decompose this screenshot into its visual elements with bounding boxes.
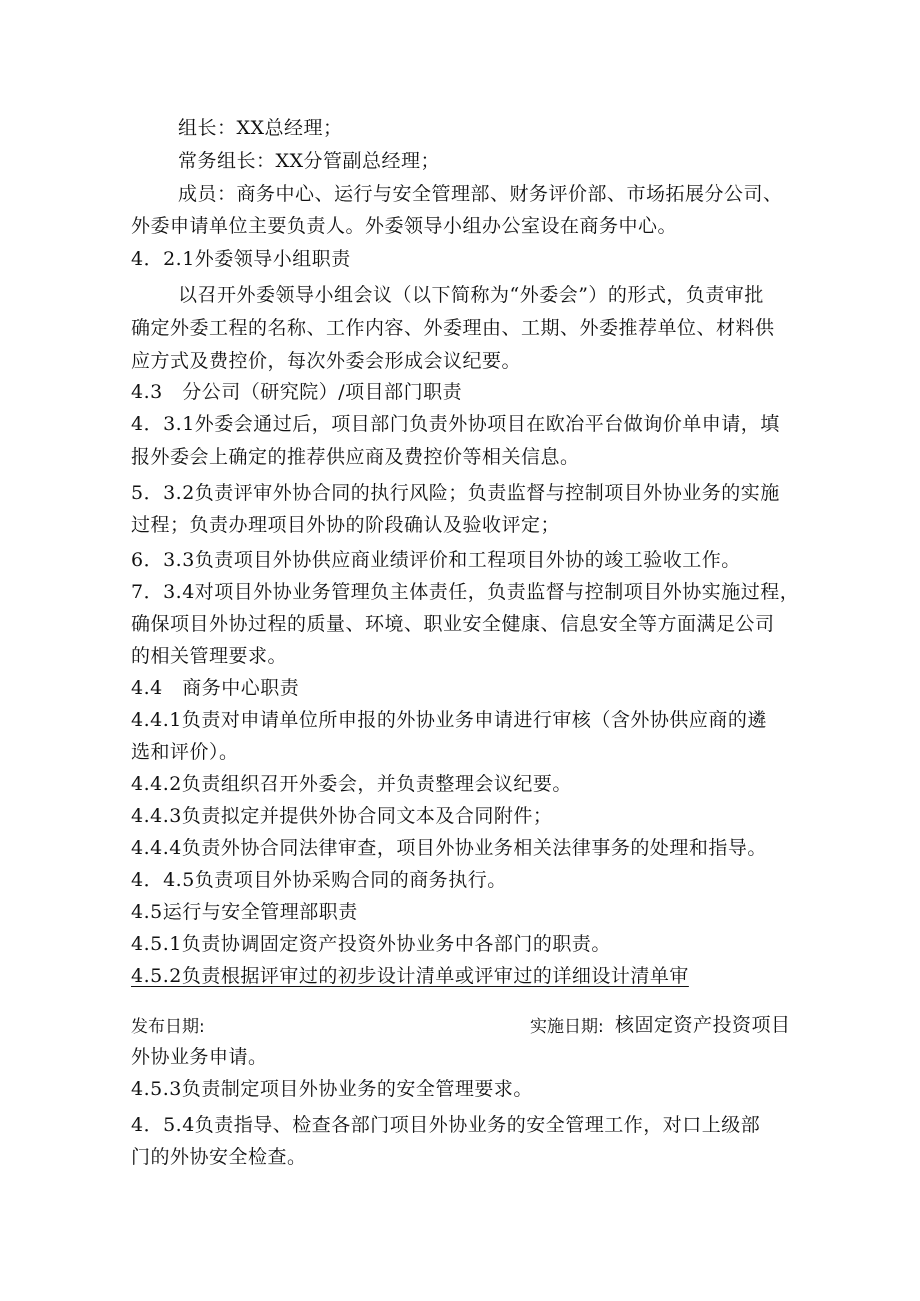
section-heading: 4.5运行与安全管理部职责 (131, 901, 358, 923)
text-line: 应方式及费控价，每次外委会形成会议纪要。 (131, 350, 522, 372)
text-line: 确保项目外协过程的质量、环境、职业安全健康、信息安全等方面满足公司 (131, 613, 775, 635)
text-line: 6．3.3负责项目外协供应商业绩评价和工程项目外协的竣工验收工作。 (131, 549, 741, 571)
text-line: 4.4.3负责拟定并提供外协合同文本及合同附件； (131, 805, 553, 827)
text-line: 4.4.2负责组织召开外委会，并负责整理会议纪要。 (131, 773, 572, 795)
text-line: 过程；负责办理项目外协的阶段确认及验收评定； (131, 514, 561, 536)
section-heading: 4.4 商务中心职责 (131, 677, 300, 699)
publish-date-label: 发布日期: (131, 1017, 205, 1037)
text-line: 确定外委工程的名称、工作内容、外委理由、工期、外委推荐单位、材料供 (131, 317, 775, 339)
text-line: 4．4.5负责项目外协采购合同的商务执行。 (131, 869, 507, 891)
text-line: 4．3.1外委会通过后，项目部门负责外协项目在欧冶平台做询价单申请，填 (131, 413, 780, 435)
text-line-underlined: 4.5.2负责根据评审过的初步设计清单或评审过的详细设计清单审 (131, 965, 689, 987)
text-line: 7．3.4对项目外协业务管理负主体责任，负责监督与控制项目外协实施过程， (131, 581, 800, 603)
text-line: 的相关管理要求。 (131, 645, 288, 667)
section-heading: 4.3 分公司（研究院）/项目部门职责 (131, 381, 463, 403)
text-line: 以召开外委领导小组会议（以下简称为“外委会”）的形式，负责审批 (178, 284, 764, 306)
text-line: 4.4.4负责外协合同法律审查，项目外协业务相关法律事务的处理和指导。 (131, 837, 767, 859)
text-line: 外委申请单位主要负责人。外委领导小组办公室设在商务中心。 (131, 215, 678, 237)
text-line: 报外委会上确定的推荐供应商及费控价等相关信息。 (131, 446, 580, 468)
text-line: 常务组长：XX分管副总经理； (178, 150, 441, 172)
text-line: 4.5.3负责制定项目外协业务的安全管理要求。 (131, 1078, 533, 1100)
text-line: 选和评价）。 (131, 741, 239, 763)
text-line: 4．5.4负责指导、检查各部门项目外协业务的安全管理工作，对口上级部 (131, 1114, 761, 1136)
text-line: 外协业务申请。 (131, 1046, 268, 1068)
section-heading: 4．2.1外委领导小组职责 (131, 248, 351, 270)
text-line: 核固定资产投资项目 (615, 1014, 791, 1036)
effective-date-label: 实施日期: (530, 1017, 604, 1037)
text-line: 门的外协安全检查。 (131, 1146, 307, 1168)
text-line: 成员：商务中心、运行与安全管理部、财务评价部、市场拓展分公司、 (178, 183, 783, 205)
text-line: 4.4.1负责对申请单位所申报的外协业务申请进行审核（含外协供应商的遴 (131, 709, 767, 731)
text-line: 5．3.2负责评审外协合同的执行风险；负责监督与控制项目外协业务的实施 (131, 482, 780, 504)
text-line: 4.5.1负责协调固定资产投资外协业务中各部门的职责。 (131, 933, 611, 955)
text-line: 组长：XX总经理； (178, 117, 343, 139)
